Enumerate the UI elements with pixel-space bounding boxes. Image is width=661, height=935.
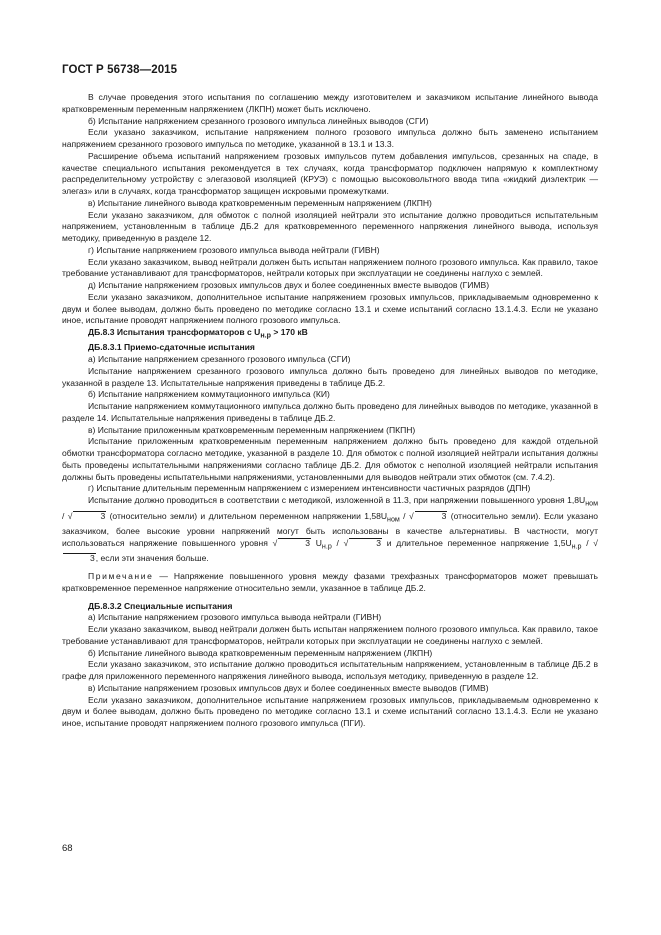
paragraph: Расширение объема испытаний напряжением грозовых импульсов путем добавления импульсов, срезанных на спаде, в качестве специального испытания рекомендуется в тех случаях, когда трансформатор подключен напрямую к комплектному распределительному устройству с элегазовой изоляцией (КРУЭ) с помощью высоковольтного ввода типа «жидкий диэлектрик — элегаз» или в случаях, когда трансформатор защищен искровыми промежутками.	[62, 150, 598, 196]
note-label: Примечание	[88, 571, 154, 582]
paragraph: Испытание напряжением срезанного грозового импульса должно быть проведено для линейных выводов по методике, указанной в разделе 13. Испытательные напряжения приведены в таблице ДБ.2.	[62, 365, 598, 388]
page-number: 68	[62, 843, 73, 854]
paragraph: в) Испытание приложенным кратковременным переменным напряжением (ПКПН)	[88, 424, 416, 435]
paragraph: б) Испытание напряжением коммутационного импульса (КИ)	[88, 389, 330, 400]
paragraph: Если указано заказчиком, вывод нейтрали должен быть испытан напряжением полного грозового импульса. Как правило, такое требование устанавливают для трансформаторов, нейтрали которых при эксплуатации не соединены наглухо с землей.	[62, 256, 598, 279]
paragraph: д) Испытание напряжением грозовых импульсов двух и более соединенных вместе выводов (ГИМВ)	[88, 280, 490, 290]
paragraph: г) Испытание напряжением грозового импульса вывода нейтрали (ГИВН)	[88, 244, 380, 255]
paragraph: б) Испытание напряжением срезанного грозового импульса линейных выводов (СГИ)	[88, 115, 429, 126]
document-body	[62, 92, 598, 730]
paragraph: б) Испытание линейного вывода кратковременным переменным напряжением (ЛКПН)	[88, 647, 433, 658]
paragraph: Если указано заказчиком, вывод нейтрали должен быть испытан напряжением полного грозового импульса. Как правило, такое требование устанавливают для трансформаторов, нейтрали которых при эксплуатации не соединены наглухо с землей.	[62, 624, 598, 646]
paragraph-formula: Испытание должно проводиться в соответствии с методикой, изложенной в 11.3, при напряжении повышенного уровня $1,8U_{ном}$ / √ 3 (относительно земли) и длительном переменном напряжении $1,58U_{ном}$ / √ 3 (относительно земли). Если указано заказчиком, более высокие уровни напряжений могут быть использованы в качестве альтернативы. В частности, могут использоваться напряжение повышенного уровня √ 3 $U_{н.р}$ / √ 3 и длительное переменное напряжение $1,5U_{н.р} / √3$, если эти значения больше.	[62, 495, 599, 564]
paragraph: г) Испытание длительным переменным напряжением с измерением интенсивности частичных разрядов (ДПН)	[88, 483, 531, 494]
paragraph: Испытание приложенным кратковременным переменным напряжением должно быть проведено для каждой отдельной обмотки трансформатора согласно методике, указанной в разделе 10. Для обмоток с полной изоляцией нейтрали испытания должны быть проведены испытательными напряжениями согласно таблице ДБ.2. Для обмоток с неполной изоляцией нейтрали испытания должны быть проведены испытательными напряжениями, установленными для выводов нейтрали этих обмоток (см. 7.4.2).	[62, 436, 598, 482]
paragraph: В случае проведения этого испытания по соглашению между изготовителем и заказчиком испытание линейного вывода кратковременным переменным напряжением (ЛКПН) может быть исключено.	[62, 92, 598, 114]
section-heading	[62, 327, 598, 342]
subsection-heading: ДБ.8.3.1 Приемо-сдаточные испытания	[88, 342, 255, 353]
paragraph: Испытание напряжением коммутационного импульса должно быть проведено для линейных выводов по методике, указанной в разделе 14. Испытательные напряжения приведены в таблице ДБ.2.	[62, 401, 598, 423]
subsection-heading: ДБ.8.3.2 Специальные испытания	[88, 600, 233, 611]
heading-text: > 170 кВ	[270, 327, 308, 337]
paragraph: в) Испытание линейного вывода кратковременным переменным напряжением (ЛКПН)	[88, 197, 432, 208]
paragraph: Если указано заказчиком, для обмоток с полной изоляцией нейтрали это испытание должно проводиться испытательным напряжением, установленным в таблице ДБ.2 для кратковременного переменного напряжения линейного вывода, используя методику, приведенную в разделе 12.	[62, 209, 598, 243]
note	[62, 571, 598, 595]
paragraph: в) Испытание напряжением грозовых импульсов двух и более соединенных вместе выводов (ГИМВ)	[88, 682, 489, 693]
document-header: ГОСТ Р 56738—2015	[62, 64, 178, 76]
paragraph: Если указано заказчиком, это испытание должно проводиться испытательным напряжением, установленным в таблице ДБ.2 в графе для приложенного переменного напряжения линейного вывода, используя методику, приведенную в разделе 12.	[62, 659, 598, 682]
paragraph: Если указано заказчиком, дополнительное испытание напряжением грозовых импульсов, прикладываемым одновременно к двум и более выводам, должно быть проведено по методике согласно 13.1 и схеме испытаний согласно 13.1.4.3. Если не указано иное, испытание проводят напряжением полного грозового импульса (ПГИ).	[62, 694, 598, 729]
paragraph: а) Испытание напряжением грозового импульса вывода нейтрали (ГИВН)	[88, 612, 382, 623]
paragraph: Если указано заказчиком, дополнительное испытание напряжением грозовых импульсов, прикладываемым одновременно к двум и более выводам, должно быть проведено по методике согласно 13.1 и схеме испытаний согласно 13.1.4.3. Если не указано иное, испытание проводят напряжением полного грозового импульса.	[62, 291, 598, 326]
paragraph: а) Испытание напряжением срезанного грозового импульса (СГИ)	[88, 354, 351, 365]
heading-text: ДБ.8.3 Испытания трансформаторов с U	[88, 327, 261, 337]
note-text: — Напряжение повышенного уровня между фазами трехфазных трансформаторов может превышать кратковременное переменное напряжение относительно земли, указанное в таблице ДБ.2.	[62, 571, 598, 593]
paragraph: Если указано заказчиком, испытание напряжением полного грозового импульса должно быть заменено испытанием напряжением срезанного грозового импульса по методике, указанной в 13.1 и 13.3.	[62, 127, 598, 149]
heading-subscript: н.р	[260, 331, 271, 340]
